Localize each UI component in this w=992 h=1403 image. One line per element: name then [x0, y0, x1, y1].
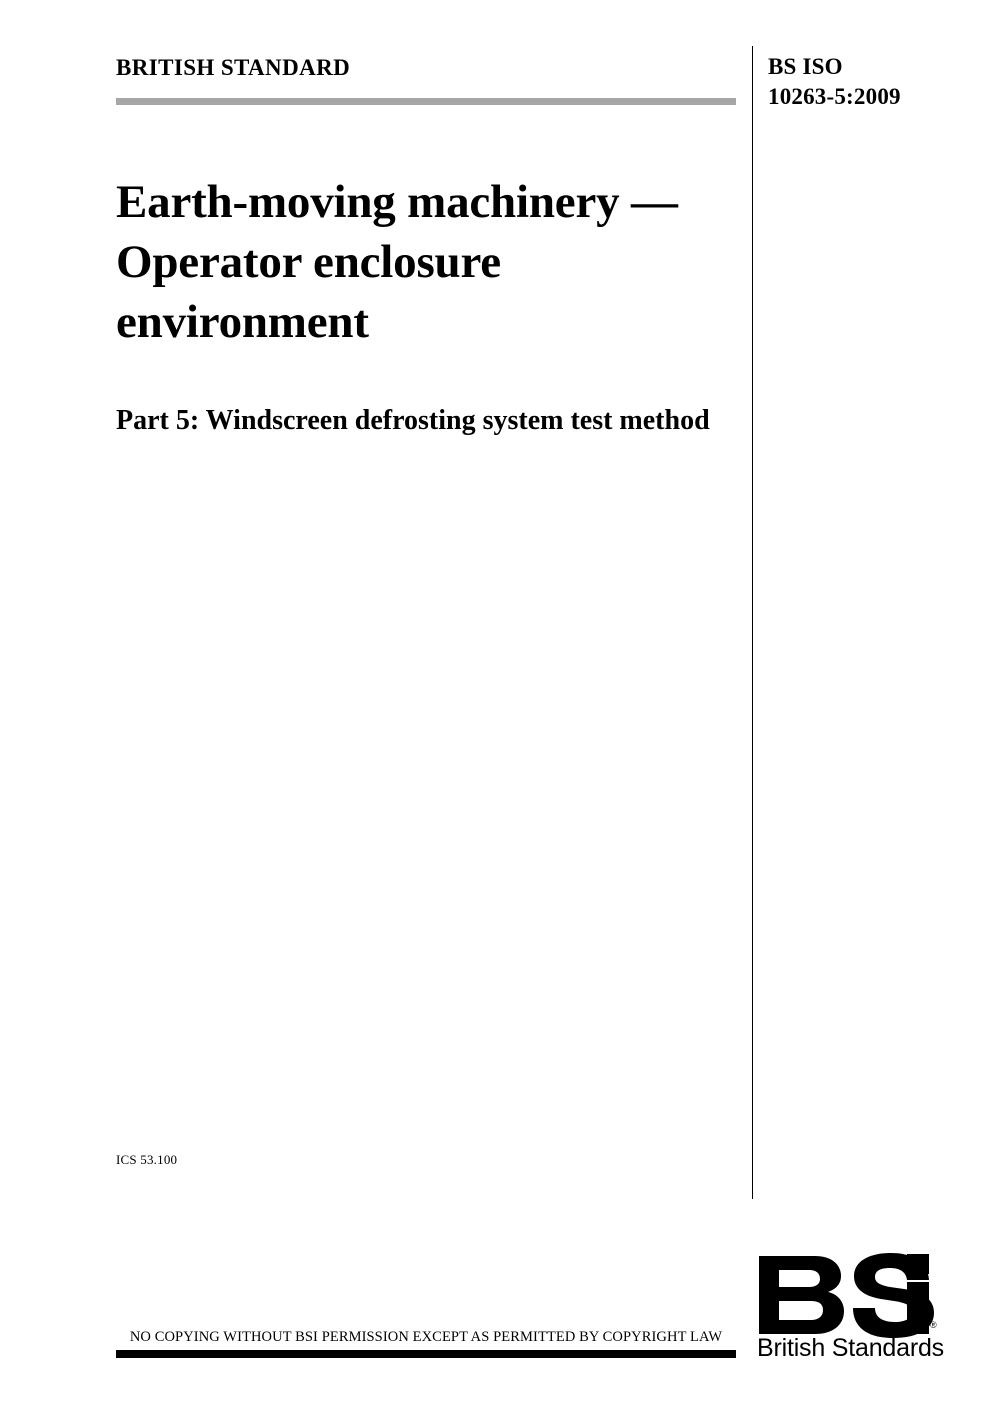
british-standard-label: BRITISH STANDARD: [116, 55, 351, 80]
black-divider-rule: [116, 1350, 736, 1358]
standard-number-line-2: 10263-5:2009: [768, 84, 901, 109]
standard-number-line-1: BS ISO: [768, 54, 843, 79]
copyright-notice: NO COPYING WITHOUT BSI PERMISSION EXCEPT AS PERMITTED BY COPYRIGHT LAW: [129, 1329, 723, 1345]
vertical-divider-rule: [752, 46, 753, 1199]
page-title: Earth-moving machinery — Operator enclosure environment: [116, 176, 678, 348]
bsi-wordmark: British Standards: [757, 1334, 944, 1362]
registered-trademark-icon: ®: [930, 1320, 937, 1330]
standard-number: [768, 52, 901, 112]
page-subtitle: Part 5: Windscreen defrosting system test method: [116, 405, 710, 436]
grey-divider-rule: [116, 98, 736, 105]
ics-code: ICS 53.100: [116, 1152, 178, 1167]
